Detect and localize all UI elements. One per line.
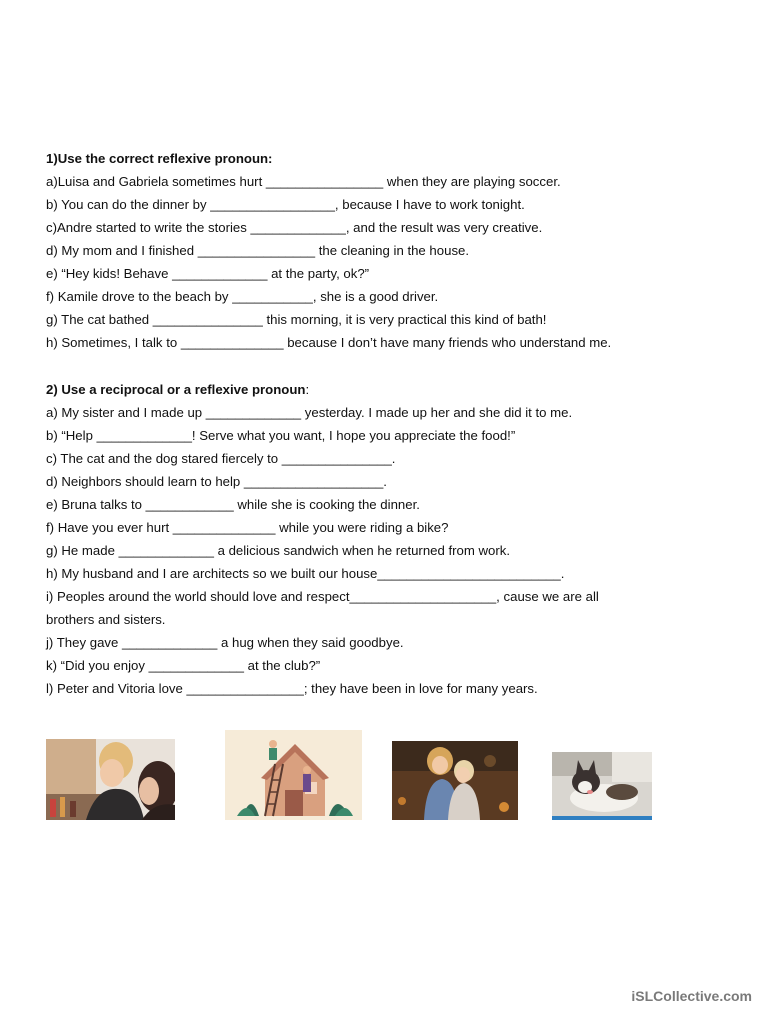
children-hugging-photo [392,741,518,820]
exercise-1-item-a: a)Luisa and Gabriela sometimes hurt ________________ when they are playing soccer. [46,174,561,189]
exercise-2-item-j: j) They gave _____________ a hug when they said goodbye. [46,635,404,650]
exercise-2-item-a: a) My sister and I made up _____________ yesterday. I made up her and she did it to me. [46,405,573,420]
exercise-2-item-h: h) My husband and I are architects so we built our house_________________________. [46,566,565,581]
exercise-2-item-b: b) “Help _____________! Serve what you want, I hope you appreciate the food!” [46,428,516,443]
exercise-1-item-c: c)Andre started to write the stories _____________, and the result was very creative. [46,220,543,235]
cat-licking-itself-photo [552,752,652,820]
exercise-2-item-i: i) Peoples around the world should love and respect____________________, cause we are all [46,589,599,604]
exercise-1-item-h: h) Sometimes, I talk to ______________ because I don’t have many friends who understand me. [46,335,612,350]
exercise-1-item-f: f) Kamile drove to the beach by ___________, she is a good driver. [46,289,439,304]
exercise-2-item-g: g) He made _____________ a delicious sandwich when he returned from work. [46,543,511,558]
site-watermark: iSLCollective.com [631,988,752,1004]
exercise-1-item-d: d) My mom and I finished ________________ the cleaning in the house. [46,243,470,258]
makeup-artist-photo [46,739,175,820]
exercise-1-item-b: b) You can do the dinner by _________________, because I have to work tonight. [46,197,525,212]
exercise-1-item-e: e) “Hey kids! Behave _____________ at the party, ok?” [46,266,370,281]
building-house-illustration [225,730,362,820]
exercise-2-heading-text: 2) Use a reciprocal or a reflexive pronoun [46,382,306,397]
exercise-2-item-c: c) The cat and the dog stared fiercely to _______________. [46,451,396,466]
exercise-2-item-k: k) “Did you enjoy _____________ at the club?” [46,658,321,673]
exercise-2-item-e: e) Bruna talks to ____________ while she is cooking the dinner. [46,497,420,512]
exercise-1-item-g: g) The cat bathed _______________ this morning, it is very practical this kind of bath! [46,312,547,327]
exercise-2-item-f: f) Have you ever hurt ______________ while you were riding a bike? [46,520,449,535]
exercise-2-heading-colon: : [305,382,310,397]
exercise-1-heading: 1)Use the correct reflexive pronoun: [46,151,273,166]
exercise-2-item-l: l) Peter and Vitoria love ________________; they have been in love for many years. [46,681,538,696]
exercise-2-item-i-continued: brothers and sisters. [46,612,166,627]
exercise-2-item-d: d) Neighbors should learn to help ___________________. [46,474,387,489]
